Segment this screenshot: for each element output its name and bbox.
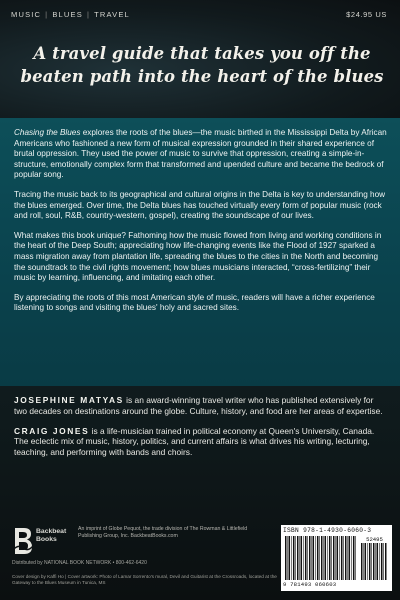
category-travel: TRAVEL [94, 10, 130, 19]
barcode-bar [311, 536, 312, 580]
ean-barcode [285, 536, 357, 580]
description-panel [0, 118, 400, 386]
barcode-bar [291, 536, 292, 580]
barcode-bar [345, 536, 347, 580]
description-paragraph-3: What makes this book unique? Fathoming how the music flowed from living and working conditions in the heart of the Deep South; appreciating how life-changing events like the Flood of 1927 sparked a mass migration away from plantation life, spreading the blues to the cities in the North and becoming the soundtrack to the civil rights movement; how blues musicians interacted, “cross-fertilizing” their music by learning, influencing, and imitating each other. [14, 230, 382, 283]
barcode-bar [285, 536, 287, 580]
description-paragraph-2: Tracing the music back to its geographical and cultural origins in the Delta is key to understanding how the blues emerged. Over time, the Delta blues has touched virtually every form of popular music (rock and roll, soul, R&B, country-western, gospel), creating the soundscape of our lives. [14, 189, 386, 221]
barcode-bar [361, 543, 363, 580]
barcode-bar [323, 536, 324, 580]
author-name: CRAIG JONES [14, 425, 90, 436]
addon-barcode [361, 543, 388, 580]
barcode-bar [373, 543, 375, 580]
description-paragraph-4: By appreciating the roots of this most American style of music, readers will have a richer experience listening to songs and visiting the blues' holy and sacred sites. [14, 292, 375, 313]
barcode-bar [299, 536, 300, 580]
barcode-bar [297, 536, 299, 580]
author-name: JOSEPHINE MATYAS [14, 395, 124, 405]
barcode-bar [343, 536, 344, 580]
category-labels [11, 10, 130, 19]
barcode-bar [329, 536, 331, 580]
publisher-logo-text [36, 528, 66, 544]
backbeat-books-logo-icon [12, 526, 34, 556]
barcode-bar [307, 536, 308, 580]
logo-line-1: Backbeat [36, 528, 67, 535]
barcode-bar [347, 536, 348, 580]
author-bio-text: is an award-winning travel writer who has published extensively for two decades on destinations around the globe. Culture, history, and food are her areas of expertise. [14, 395, 383, 416]
barcode-bar [379, 543, 380, 580]
logo-line-2: Books [36, 536, 57, 543]
barcode-bar [289, 536, 291, 580]
barcode-bar [377, 543, 379, 580]
author-bio-text: is a life-musician trained in political economy at Queen's University, Canada. The eclectic mix of music, history, politics, and current affairs is what drives his writing, lecturing, teaching, and performing with bands and choirs. [14, 425, 375, 458]
barcode-bar [305, 536, 307, 580]
distributor-line: Distributed by NATIONAL BOOK NETWORK • 800-462-6420 [12, 560, 147, 566]
barcode-bar [321, 536, 323, 580]
barcode-bar [363, 543, 364, 580]
barcode-bar [333, 536, 335, 580]
category-music: MUSIC [11, 10, 42, 19]
barcode-bar [341, 536, 343, 580]
barcode-bar [355, 536, 356, 580]
barcode-bar [383, 543, 384, 580]
barcode-bar [365, 543, 367, 580]
barcode-bar [317, 536, 319, 580]
barcode-bar [337, 536, 339, 580]
barcode-bar [349, 536, 351, 580]
price-label: $24.95 US [346, 10, 387, 19]
book-description [14, 128, 388, 323]
barcode-bar [367, 543, 368, 580]
author-bio [14, 426, 388, 458]
category-separator: | [45, 10, 49, 19]
barcode-bar [315, 536, 316, 580]
barcode-bar [369, 543, 371, 580]
barcode-bar [295, 536, 296, 580]
barcode-bar [313, 536, 315, 580]
description-text: explores the roots of the blues—the music birthed in the Mississippi Delta by African Americans who fashioned a new form of musical expression grounded in their shared experience of brutal oppression. They used the power of music to survive that oppression, creating a simple-in-structure, emotionally complex form that transformed and upended culture and became the bedrock of popular song. [14, 128, 387, 180]
imprint-statement: An imprint of Globe Pequot, the trade division of The Rowman & Littlefield Publishing Group, Inc. BackbeatBooks.com [78, 526, 248, 539]
barcode-bar [325, 536, 327, 580]
barcode-bar [331, 536, 332, 580]
barcode-bar [353, 536, 355, 580]
barcode-bar [375, 543, 376, 580]
barcode-bar [335, 536, 336, 580]
tagline: A travel guide that takes you off the beaten path into the heart of the blues [20, 44, 384, 86]
barcode-bar [293, 536, 295, 580]
author-bio [14, 395, 388, 417]
barcode-bar [309, 536, 311, 580]
header-band [0, 0, 400, 118]
category-blues: BLUES [52, 10, 83, 19]
barcode-box [281, 525, 392, 591]
barcode-bar [381, 543, 383, 580]
barcode-bar [339, 536, 340, 580]
barcode-digits: 9 781493 060603 [283, 581, 337, 588]
category-separator: | [86, 10, 91, 19]
barcode-bar [385, 543, 387, 580]
barcode-bar [301, 536, 303, 580]
barcode-bar [303, 536, 304, 580]
barcode-bar [371, 543, 372, 580]
barcode-bar [351, 536, 352, 580]
isbn-label: ISBN 978-1-4930-6060-3 [283, 527, 372, 534]
barcode-bar [319, 536, 320, 580]
barcode-bar [287, 536, 288, 580]
cover-credits: Cover design by Kaffi Ho | Cover artwork: Photo of Lamar Sorrento's mural, Devil and Guitarist at the Crossroads, located at the Gateway to the Blues Museum in Tunica, MS [12, 574, 277, 585]
barcode-bar [327, 536, 328, 580]
description-paragraph-1 [14, 128, 388, 181]
price-code: 52495 [366, 536, 383, 543]
author-bios [14, 395, 388, 467]
book-title: Chasing the Blues [14, 128, 81, 137]
